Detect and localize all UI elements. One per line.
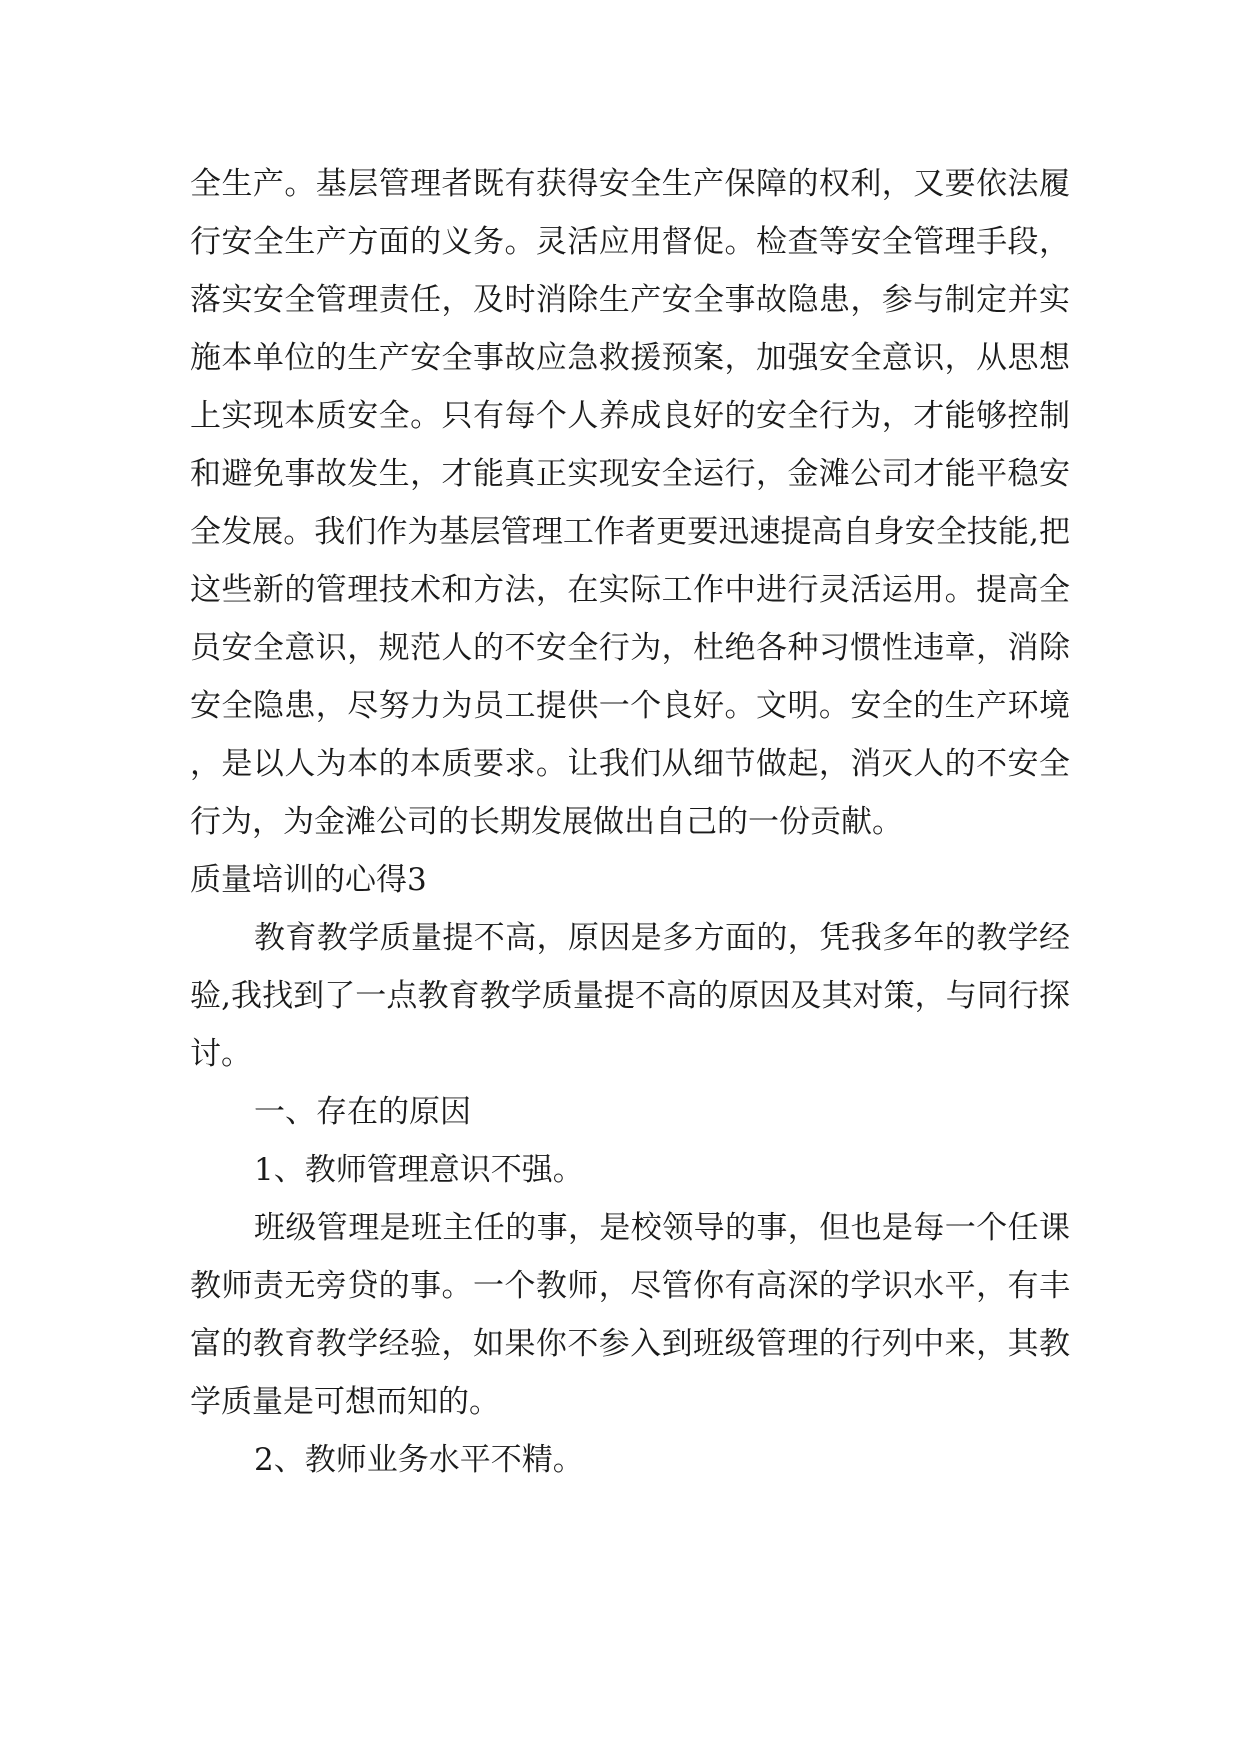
body-paragraph: 全生产。基层管理者既有获得安全生产保障的权利，又要依法履行安全生产方面的义务。灵活应用督促。检查等安全管理手段，落实安全管理责任，及时消除生产安全事故隐患，参与制定并实施本单位的生产安全事故应急救援预案，加强安全意识，从思想上实现本质安全。只有每个人养成良好的安全行为，才能够控制和避免事故发生，才能真正实现安全运行，金滩公司才能平稳安全发展。我们作为基层管理工作者更要迅速提高自身安全技能,把这些新的管理技术和方法，在实际工作中进行灵活运用。提高全员安全意识，规范人的不安全行为，杜绝各种习惯性违章，消除安全隐患，尽努力为员工提供一个良好。文明。安全的生产环境，是以人为本的本质要求。让我们从细节做起，消灭人的不安全行为，为金滩公司的长期发展做出自己的一份贡献。 xyxy=(190,166,1070,840)
subheading: 一、存在的原因 xyxy=(254,1094,471,1130)
document-body xyxy=(190,155,1070,1489)
body-paragraph: 教育教学质量提不高，原因是多方面的，凭我多年的教学经验,我找到了一点教育教学质量提不高的原因及其对策，与同行探讨。 xyxy=(190,920,1070,1072)
body-paragraph: 班级管理是班主任的事，是校领导的事，但也是每一个任课教师责无旁贷的事。一个教师，尽管你有高深的学识水平，有丰富的教育教学经验，如果你不参入到班级管理的行列中来，其教学质量是可想而知的。 xyxy=(190,1210,1070,1420)
numbered-item: 2、教师业务水平不精。 xyxy=(254,1442,584,1478)
section-heading: 质量培训的心得3 xyxy=(190,862,427,898)
numbered-item: 1、教师管理意识不强。 xyxy=(254,1152,584,1188)
